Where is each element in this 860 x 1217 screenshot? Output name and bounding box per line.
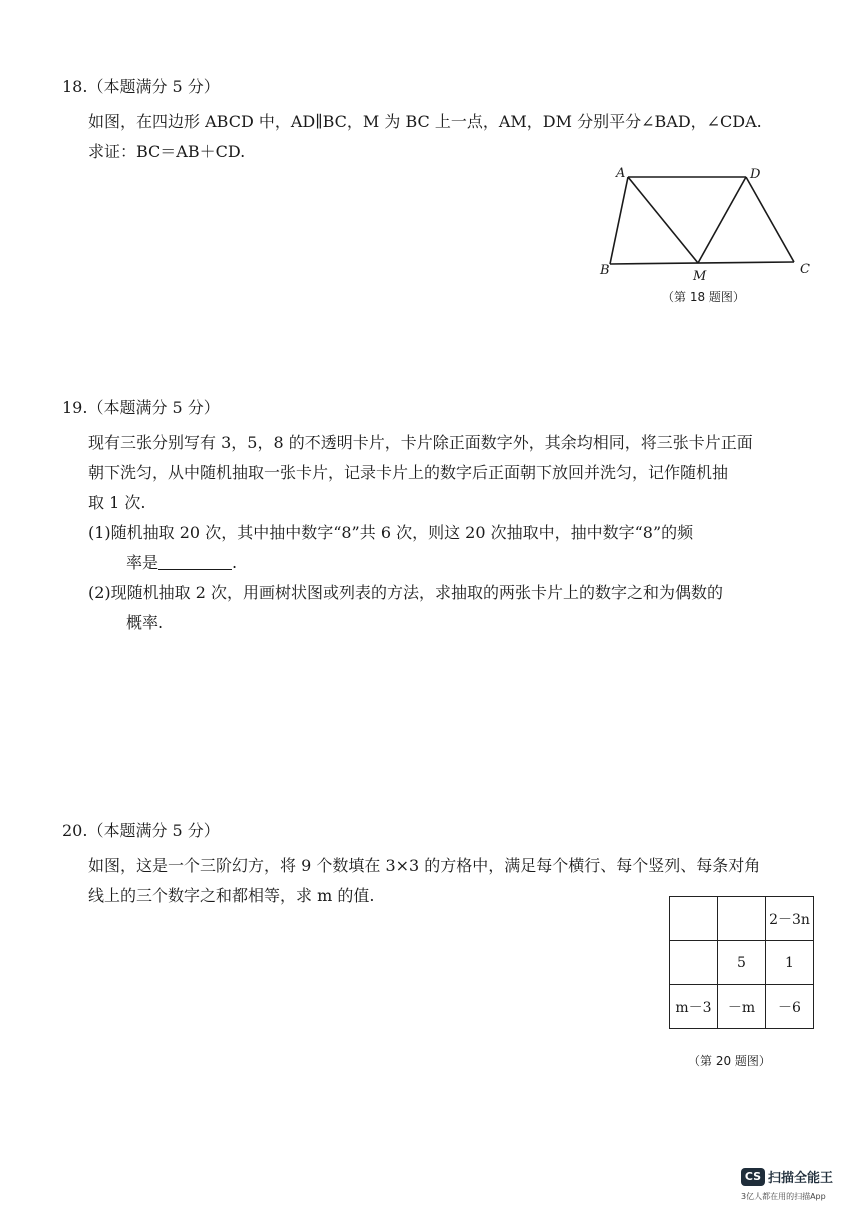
scanner-app-name: 扫描全能王	[768, 1171, 834, 1186]
magic-square-grid	[669, 896, 814, 1029]
question-20-statement-line2: 线上的三个数字之和都相等，求 m 的值.	[88, 886, 375, 905]
grid-row	[670, 985, 814, 1029]
question-20-statement-line1: 如图，这是一个三阶幻方，将 9 个数填在 3×3 的方格中，满足每个横行、每个竖列、每条对角	[88, 856, 761, 875]
question-19-stem-line1: 现有三张分别写有 3，5，8 的不透明卡片，卡片除正面数字外，其余均相同，将三张卡片正面	[88, 433, 753, 452]
question-20-heading: 20.（本题满分 5 分）	[62, 821, 220, 840]
question-19-part2	[62, 578, 822, 638]
label-c: C	[800, 262, 810, 277]
scanner-logo	[741, 1166, 833, 1186]
label-d: D	[750, 167, 761, 182]
segment-dc	[746, 177, 794, 262]
segment-ab	[610, 177, 628, 264]
scanner-tagline: 3亿人都在用的扫描App	[741, 1192, 826, 1201]
label-a: A	[616, 166, 626, 181]
grid-cell: －m	[718, 985, 766, 1029]
grid-cell	[718, 897, 766, 941]
part2-line2: 概率.	[126, 613, 164, 632]
part1-line2	[88, 548, 822, 578]
figure-20-caption: （第 20 题图）	[688, 1054, 771, 1068]
question-19	[62, 395, 822, 638]
question-19-heading: 19.（本题满分 5 分）	[62, 398, 220, 417]
grid-cell	[670, 941, 718, 985]
quadrilateral-figure	[596, 160, 818, 288]
grid-cell: m－3	[670, 985, 718, 1029]
question-18-prove: 求证：BC＝AB＋CD.	[88, 142, 246, 161]
label-b: B	[600, 263, 610, 278]
label-m: M	[693, 269, 707, 284]
grid-cell: 1	[766, 941, 814, 985]
question-18-heading: 18.（本题满分 5 分）	[62, 77, 220, 96]
part1-prefix: 率是	[126, 553, 159, 572]
grid-cell: 2－3n	[766, 897, 814, 941]
figure-18-caption: （第 18 题图）	[662, 290, 745, 304]
question-19-part1	[62, 518, 822, 578]
segment-bc	[610, 262, 794, 264]
cs-logo-icon: CS	[741, 1168, 765, 1186]
segment-am	[628, 177, 698, 263]
part1-line1: (1)随机抽取 20 次，其中抽中数字“8”共 6 次，则这 20 次抽取中，抽中数字“8”的频	[88, 523, 694, 542]
question-19-stem-line3: 取 1 次.	[88, 493, 146, 512]
grid-cell: 5	[718, 941, 766, 985]
grid-cell	[670, 897, 718, 941]
part2-line1: (2)现随机抽取 2 次，用画树状图或列表的方法，求抽取的两张卡片上的数字之和为偶数的	[88, 583, 724, 602]
grid-cell: －6	[766, 985, 814, 1029]
segment-dm	[698, 177, 746, 263]
part1-end: .	[232, 553, 238, 572]
question-18-statement: 如图，在四边形 ABCD 中，AD∥BC，M 为 BC 上一点，AM，DM 分别平分∠BAD，∠CDA.	[88, 112, 762, 131]
answer-blank[interactable]	[158, 569, 232, 570]
question-18	[62, 74, 822, 167]
grid-row	[670, 941, 814, 985]
grid-row	[670, 897, 814, 941]
question-19-stem-line2: 朝下洗匀，从中随机抽取一张卡片，记录卡片上的数字后正面朝下放回并洗匀，记作随机抽	[88, 463, 729, 482]
